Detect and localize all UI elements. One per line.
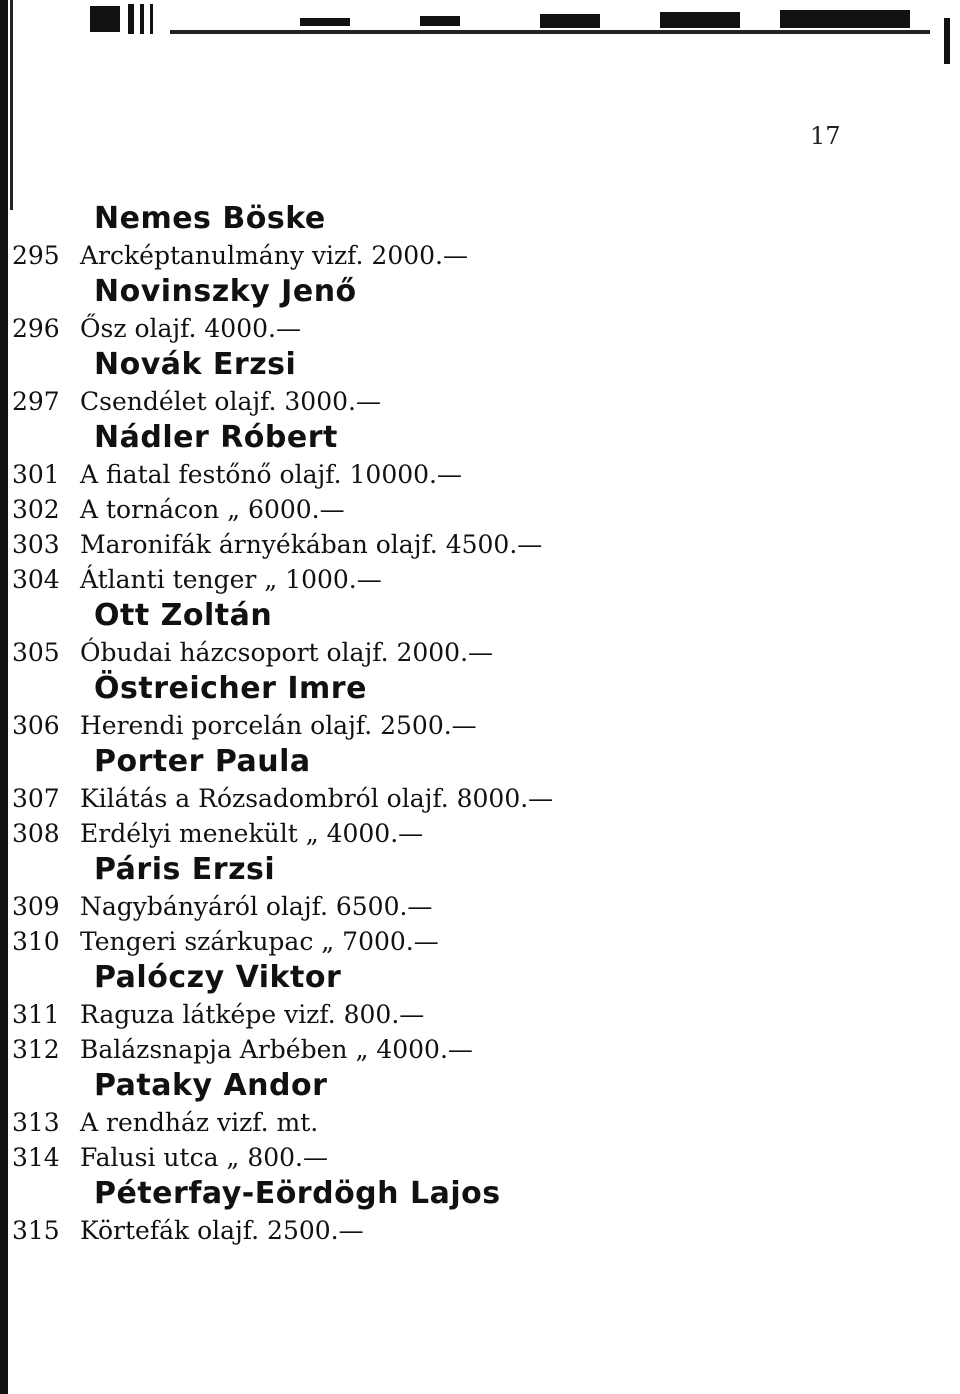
work-description: Balázsnapja Arbében „ 4000.— [80,1035,473,1064]
work-description: Kilátás a Rózsadombról olajf. 8000.— [80,784,554,813]
work-number: 306 [12,711,60,740]
work-description: Herendi porcelán olajf. 2500.— [80,711,477,740]
work-row [0,1032,940,1067]
work-description: A tornácon „ 6000.— [80,495,345,524]
work-description: Ősz olajf. 4000.— [80,314,301,343]
catalog-list [0,200,940,1248]
work-description: Arcképtanulmány vizf. 2000.— [80,241,469,270]
work-number: 313 [12,1108,60,1137]
artist-name: Palóczy Viktor [94,960,342,995]
work-row [0,635,940,670]
artist-name: Pataky Andor [94,1068,328,1103]
scan-right-mark [944,18,950,64]
artist-entry [0,1067,940,1175]
artist-entry [0,670,940,743]
work-description: Tengeri szárkupac „ 7000.— [80,927,439,956]
work-row [0,311,940,346]
work-number: 303 [12,530,60,559]
work-row [0,492,940,527]
work-number: 312 [12,1035,60,1064]
artist-entry [0,273,940,346]
work-row [0,527,940,562]
work-description: Körtefák olajf. 2500.— [80,1216,364,1245]
work-row [0,1105,940,1140]
artist-entry [0,597,940,670]
work-description: Maronifák árnyékában olajf. 4500.— [80,530,543,559]
scan-top-noise [0,0,930,40]
work-number: 296 [12,314,60,343]
work-number: 302 [12,495,60,524]
work-row [0,889,940,924]
artist-name: Novinszky Jenő [94,274,357,309]
work-row [0,781,940,816]
work-row [0,238,940,273]
artist-entry [0,743,940,851]
artist-entry [0,419,940,597]
work-description: Falusi utca „ 800.— [80,1143,328,1172]
artist-name: Nemes Böske [94,201,326,236]
work-row [0,384,940,419]
work-number: 309 [12,892,60,921]
artist-entry [0,346,940,419]
work-number: 301 [12,460,60,489]
work-description: Csendélet olajf. 3000.— [80,387,381,416]
artist-entry [0,200,940,273]
work-row [0,562,940,597]
artist-name: Östreicher Imre [94,671,367,706]
work-number: 297 [12,387,60,416]
work-number: 314 [12,1143,60,1172]
work-number: 295 [12,241,60,270]
work-row [0,1140,940,1175]
work-description: A fiatal festőnő olajf. 10000.— [80,460,462,489]
work-number: 315 [12,1216,60,1245]
work-description: Átlanti tenger „ 1000.— [80,565,382,594]
work-number: 311 [12,1000,60,1029]
artist-name: Péterfay-Eördögh Lajos [94,1176,501,1211]
work-row [0,924,940,959]
work-description: Erdélyi menekült „ 4000.— [80,819,424,848]
artist-name: Ott Zoltán [94,598,273,633]
work-row [0,708,940,743]
artist-name: Novák Erzsi [94,347,297,382]
work-number: 305 [12,638,60,667]
work-row [0,1213,940,1248]
artist-name: Páris Erzsi [94,852,276,887]
work-number: 310 [12,927,60,956]
work-number: 304 [12,565,60,594]
work-description: Raguza látképe vizf. 800.— [80,1000,425,1029]
work-row [0,816,940,851]
artist-name: Nádler Róbert [94,420,338,455]
work-number: 308 [12,819,60,848]
work-row [0,457,940,492]
work-row [0,997,940,1032]
work-description: Óbudai házcsoport olajf. 2000.— [80,638,494,667]
artist-entry [0,1175,940,1248]
artist-entry [0,851,940,959]
work-description: Nagybányáról olajf. 6500.— [80,892,433,921]
page-number: 17 [810,122,841,150]
artist-entry [0,959,940,1067]
work-number: 307 [12,784,60,813]
artist-name: Porter Paula [94,744,311,779]
work-description: A rendház vizf. mt. [80,1108,319,1137]
